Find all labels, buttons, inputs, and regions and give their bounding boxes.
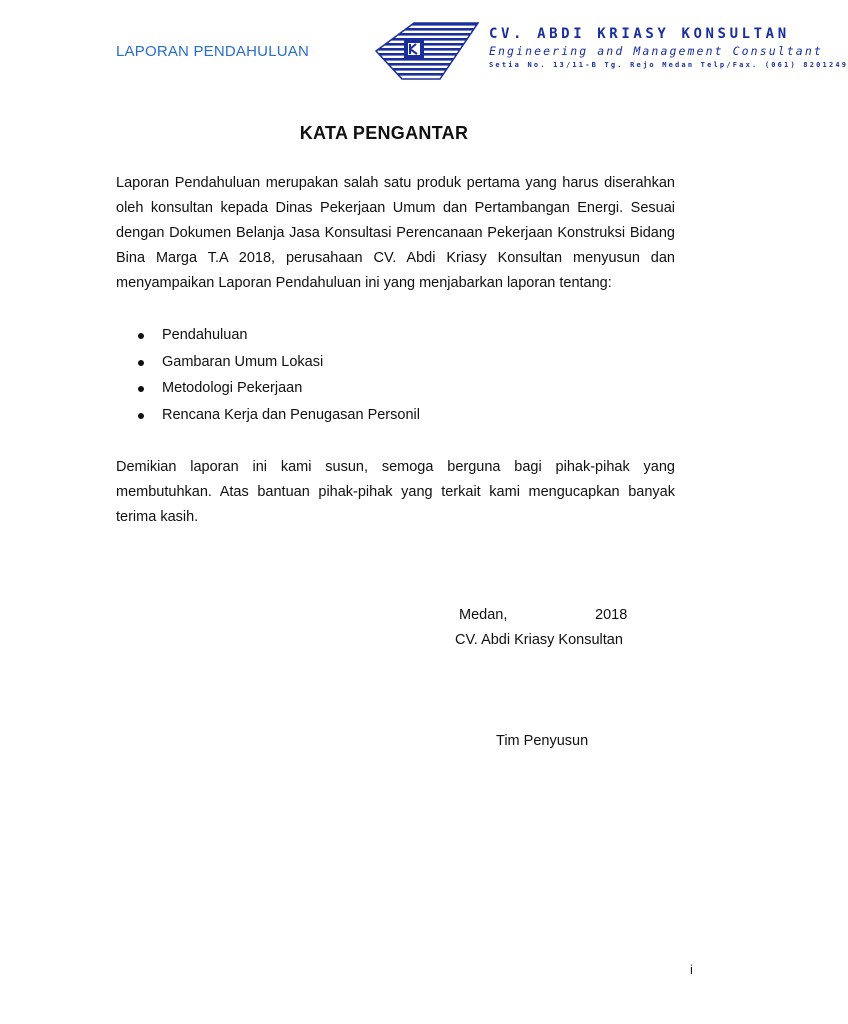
list-item-label: Pendahuluan <box>162 327 248 343</box>
list-item <box>116 375 420 402</box>
page-number: i <box>690 962 693 977</box>
bullet-icon <box>138 413 144 419</box>
intro-paragraph: Laporan Pendahuluan merupakan salah satu produk pertama yang harus diserahkan oleh konsultan kepada Dinas Pekerjaan Umum dan Pertambangan Energi. Sesuai dengan Dokumen Belanja Jasa Konsultasi Perencanaan Pekerjaan Konstruksi Bidang Bina Marga T.A 2018, perusahaan CV. Abdi Kriasy Konsultan menyusun dan menyampaikan Laporan Pendahuluan ini yang menjabarkan laporan tentang: <box>116 175 675 291</box>
list-item-label: Rencana Kerja dan Penugasan Personil <box>162 407 420 424</box>
report-header-label: LAPORAN PENDAHULUAN <box>116 43 310 60</box>
topic-list <box>116 322 420 429</box>
document-title: KATA PENGANTAR <box>299 123 469 143</box>
bullet-icon <box>138 386 144 392</box>
list-item <box>116 402 420 429</box>
signature-team: Tim Penyusun <box>496 733 589 749</box>
list-item <box>116 322 420 349</box>
bullet-icon <box>138 360 144 366</box>
closing-paragraph: Demikian laporan ini kami susun, semoga berguna bagi pihak-pihak yang membutuhkan. Atas bantuan pihak-pihak yang terkait kami mengucapkan banyak terima kasih. <box>116 459 675 525</box>
company-tagline: Engineering and Management Consultant <box>489 44 823 58</box>
signature-year: 2018 <box>595 607 628 623</box>
company-logo-icon <box>374 20 480 82</box>
list-item-label: Metodologi Pekerjaan <box>162 380 303 397</box>
company-info <box>489 26 848 69</box>
signature-city: Medan, <box>459 607 508 623</box>
company-address: Setia No. 13/11-B Tg. Rejo Medan Telp/Fax. (061) 8201249 <box>489 61 848 69</box>
list-item-label: Gambaran Umum Lokasi <box>162 353 324 370</box>
company-name: CV. ABDI KRIASY KONSULTAN <box>489 26 790 42</box>
signature-company: CV. Abdi Kriasy Konsultan <box>455 632 623 648</box>
list-item <box>116 349 420 376</box>
bullet-icon <box>138 333 144 339</box>
